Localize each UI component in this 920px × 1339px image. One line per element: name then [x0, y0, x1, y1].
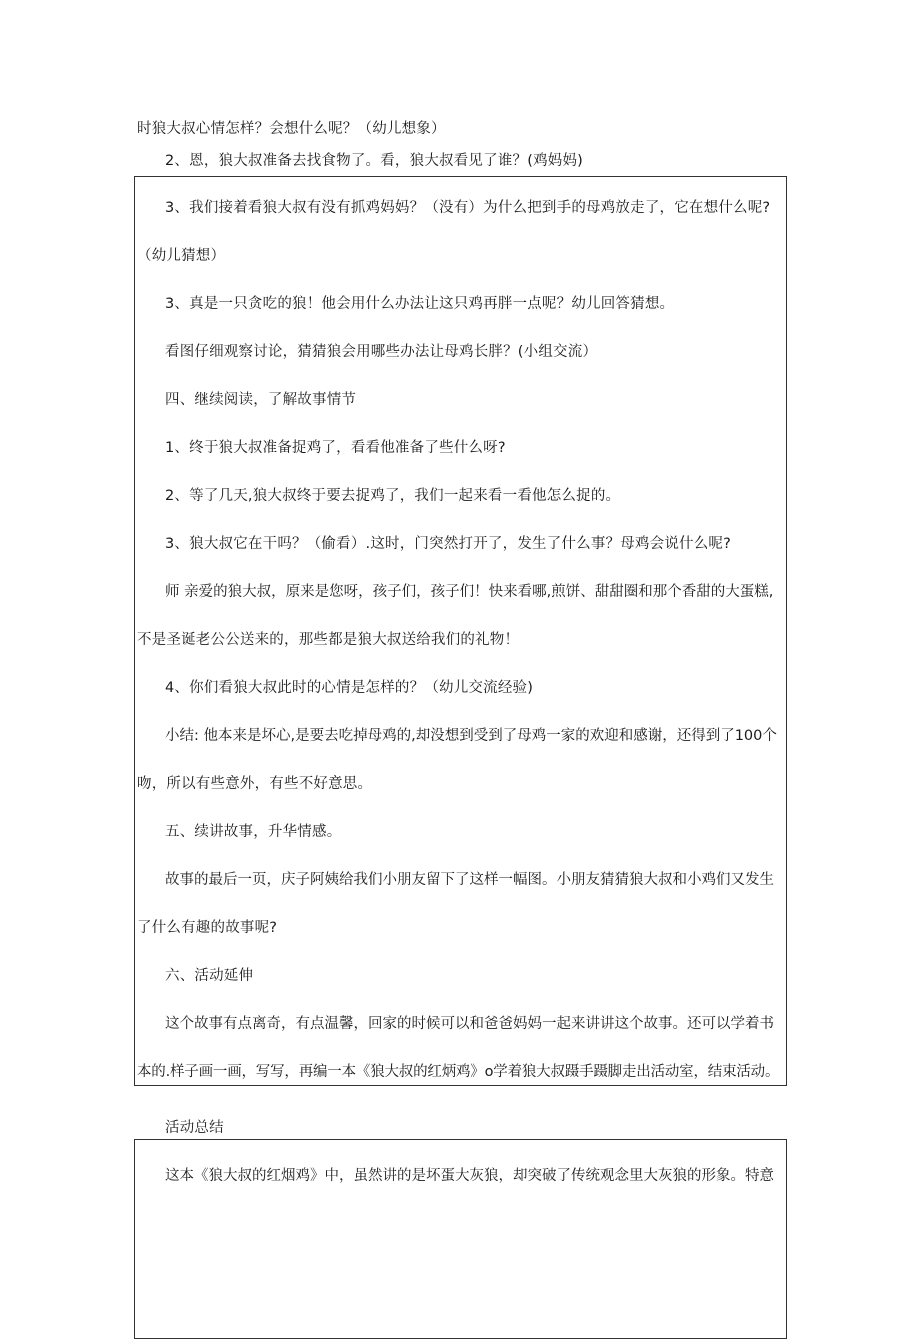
text-line: 3、我们接着看狼大叔有没有抓鸡妈妈？（没有）为什么把到手的母鸡放走了，它在想什么呢? — [165, 200, 771, 216]
text-line: （幼儿猜想） — [137, 248, 226, 264]
text-line-top-2: 2、恩，狼大叔准备去找食物了。看，狼大叔看见了谁？(鸡妈妈) — [165, 153, 584, 169]
text-line: 看图仔细观察讨论，猜猜狼会用哪些办法让母鸡长胖？(小组交流） — [165, 344, 598, 360]
text-line: 3、真是一只贪吃的狼！他会用什么办法让这只鸡再胖一点呢？幼儿回答猜想。 — [165, 296, 675, 312]
text-line: 吻，所以有些意外，有些不好意思。 — [137, 776, 373, 792]
text-line-top-1: 时狼大叔心情怎样？会想什么呢？（幼儿想象） — [137, 121, 446, 137]
text-line: 故事的最后一页，庆子阿姨给我们小朋友留下了这样一幅图。小朋友猜猜狼大叔和小鸡们又发生 — [165, 872, 774, 888]
text-line: 2、等了几天,狼大叔终于要去捉鸡了，我们一起来看一看他怎么捉的。 — [165, 488, 621, 504]
text-line: 本的.样子画一画，写写，再编一本《狼大叔的红炳鸡》o学着狼大叔蹑手蹑脚走出活动室，结束活动。 — [137, 1064, 780, 1080]
text-line: 这本《狼大叔的红烟鸡》中，虽然讲的是坏蛋大灰狼，却突破了传统观念里大灰狼的形象。特意 — [165, 1168, 774, 1184]
text-line: 4、你们看狼大叔此时的心情是怎样的？（幼儿交流经验) — [165, 680, 534, 696]
text-line: 不是圣诞老公公送来的，那些都是狼大叔送给我们的礼物！ — [137, 632, 520, 648]
section-heading: 六、活动延伸 — [165, 968, 254, 984]
text-line: 师 亲爱的狼大叔，原来是您呀，孩子们，孩子们！快来看哪,煎饼、甜甜圈和那个香甜的大蛋糕, — [165, 584, 774, 600]
section-title: 活动总结 — [165, 1120, 224, 1136]
section-heading: 四、继续阅读，了解故事情节 — [165, 392, 357, 408]
text-line: 1、终于狼大叔准备捉鸡了，看看他准备了些什么呀? — [165, 440, 506, 456]
text-line: 了什么有趣的故事呢? — [137, 920, 278, 936]
text-line: 小结: 他本来是坏心,是要去吃掉母鸡的,却没想到受到了母鸡一家的欢迎和感谢，还得到了100个 — [165, 728, 777, 744]
text-line: 这个故事有点离奇，有点温馨，回家的时候可以和爸爸妈妈一起来讲讲这个故事。还可以学着书 — [165, 1016, 774, 1032]
section-heading: 五、续讲故事，升华情感。 — [165, 824, 342, 840]
text-line: 3、狼大叔它在干吗？（偷看）.这时，门突然打开了，发生了什么事？母鸡会说什么呢? — [165, 536, 732, 552]
